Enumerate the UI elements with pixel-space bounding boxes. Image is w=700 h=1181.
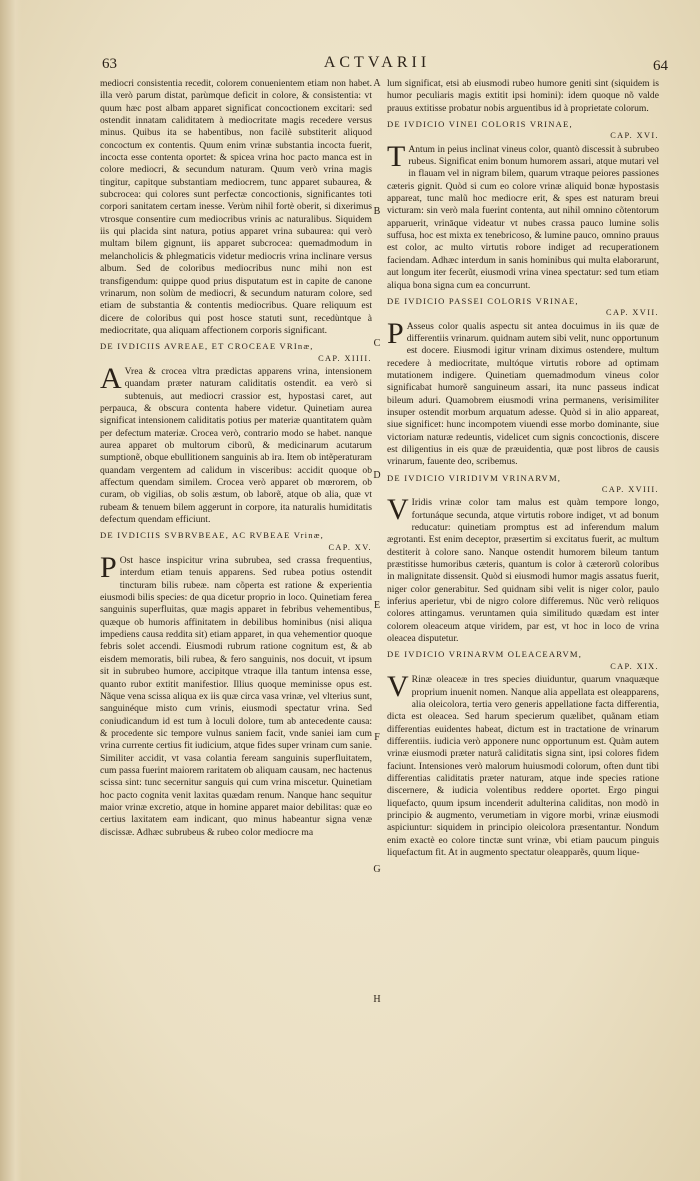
margin-letter-d: D [373, 470, 381, 481]
chapter-19-text: Rinæ oleaceæ in tres species diuiduntur, quarum vnaquæque proprium inuenit nomen. Nanque alia appellata est oleapparens, alia oleicolora, tertia vero generis appellatione facta differentia, dicta est oleacea. Sed harum specierum quælibet, quãnam etiam differentias euidentes habeat, dictum est in tractatione de vrinarum differentiis. iudicia verò apponere nunc opportunum est. Quàm autem vrinæ eiusmodi præter naturã caliditatis signa sint, ipsi colores fidem faciunt. Intensiones verò malorum huiusmodi colorum, often dunt tibi differentias caliditatis præter naturam, atque inde species ratione discernere, & iudicia volentibus reddere oportet. Ergo pingui liquefacto, quum ipsum incenderit adulterina caliditas, non modò in principio & augmento, verumetiam in vigore morbi, vrinæ eiusmodi aspiciuntur: siquidem in principio oleicolora præsentantur. Nondum enim exactè eo colore tinctæ sunt vrinæ, vbi etiam paucum pinguis liquefactum fit. At in augmento spectatur oleapparẽs, quum lique- [387, 674, 659, 858]
margin-letter-h: H [373, 994, 381, 1005]
drop-cap: T [387, 139, 406, 173]
chapter-16-text: Antum in peius inclinat vineus color, quantò discessit à subrubeo rubeus. Significat enim bonum humorem assari, atque mutari vel in flauam vel in nigram bilem, quarum vtraque peiores passiones cæteris gignit. Quòd si cum eo colore vrinæ aliquid bonæ hypostasis appareat, tunc malũ hoc mediocre erit, & spes est naturam breui victuram: sin verò mala fuerint contenta, aut nihil omnino cõtentorum apparuerit, vrināque videatur vt nubes crassa pauco lumine solis suffusa, hoc est mixta ex tenebricoso, & lumine pauco, omnino prauus est color, ac multo virtutis robore indiget ad recuperationem faciendam. Adhæc interdum in sanis hominibus qui multa elaborarunt, aut longum iter fecerũt, eiusmodi vrina vinea spectatur: sed tum etiam aliqua bona signa cum ea concurrunt. [387, 143, 659, 291]
chapter-title-19: DE IVDICIO VRINARVM OLEACEARVM, [387, 649, 583, 660]
drop-cap: V [387, 493, 409, 527]
margin-letter-e: E [373, 600, 381, 611]
left-intro-paragraph: mediocri consistentia recedit, colorem conuenientem etiam non habet. illa verò parum distat, parùmque deficit in colore, & consistentia: vt quum hæc post albam apparet significat concoctionem excitari: sed ostendit innatam caliditatem à mediocritate magis recedere versus minus. Quibus ita se habentibus, non facilè substiterit aliquod concoctum ex contentis. Quum enim vrinæ substantia incocta fuerit, incocta esse contenta oportet: & spicea vrina hoc pacto manca est in colore mediocri, & secundum naturam. Quum verò vrina magis tingitur, capitque substantiam mediocrem, tunc apparet subaurea, & subcrocea: qui colores sunt perfectæ concoctionis, significantes toti corpori sanitatem certam inesse. Verùm nihil fortè oberit, si dixerimus vtrosque consentire cum mediocribus vrinis ac naturalibus. Siquidem iis qui placida sint natura, potius apparet vrina subaurea: qui verò multam bilem gignunt, iis apparet subcrocea: quemadmodum in melancholicis & phlegmaticis videtur mediocris vrina inclinare versus album. Sed de coloribus mediocribus nunc mihi non est transfigendum: quippe quod prius disputatum est in capite de canone vrinarum, non solùm de mediocri, & secundum naturam colore, sed etiam de substantia & contentis mediocribus. Quare reliquum est dicere de coloribus qui post hosce statuti sunt, recedùntque à mediocritate, qua aliquam affectionem corporis significant. [100, 78, 372, 336]
chapter-17-text: Asseus color qualis aspectu sit antea docuimus in iis quæ de differentiis vrinarum. quidnam autem sibi velit, nunc opportunum est docere. Eiusmodi igitur vrinam diximus ostendere, multum recedere à mediocritate, multóque virtutis robore ad optimam mutationem indigere. Quinetiam quemadmodum vineus color significabat humorẽ sanguineum assari, ita nunc passeus indicat bileum aduri. Quamobrem eiusmodi vrina permanens, verisimiliter insuper ostendit morbum arquatum adesse. Quòd si in alio appareat, siue significet: hunc incompotem viuendi esse morbo dominante, siue victoriam naturæ redeuntis, videlicet cum signis concoctionis, discere est diligentius in eis quæ de præuidentia, quæ post libros de causis vrinarum, fauente deo, scribemus. [387, 320, 659, 468]
drop-cap: V [387, 670, 409, 704]
right-intro-paragraph: lum significat, etsi ab eiusmodi rubeo humore geniti sint (siquidem is humor peculiaris magis extitit ipsi homini): idem quoque nõ valde prauus extitisse probatur nobis arguentibus id à proprietate colorum. [387, 78, 659, 114]
chapter-number-16: CAP. XVI. [610, 131, 659, 141]
drop-cap: P [387, 316, 404, 350]
chapter-18-text: Iridis vrinæ color tam malus est quàm tempore longo, fortunáque secunda, atque virtutis robore indiget, vt ad bonum reducatur: quinetiam promptus est ad inferendum malum ægrotanti. Est enim deceptor, præsertim si excitatus fuerit, ac multum destiterit à colore sano. Nanque ostendit humorem bileum tantum præstitisse humoribus cæteris, quantum is color à cæterorũ coloribus in malignitate dissensit. Quòd si eiusmodi humor magis assatus fuerit, niger color generabitur. Sed quidnam sibi velit is niger color, paulo inferius aperietur, vbi de nigro colore differemus. Nũc verò reliquos colores attingamus. veruntamen quia similitudo quædam est inter colorem oleaceum atque viridem, par est, vt hoc in loco de vrina oleacea disputetur. [387, 497, 659, 645]
chapter-14-paragraph [100, 361, 372, 526]
chapter-17-paragraph [387, 316, 659, 469]
page-number-left: 63 [102, 56, 117, 72]
chapter-title-17: DE IVDICIO PASSEI COLORIS VRINAE, [387, 295, 579, 306]
page-header [92, 52, 668, 74]
page-number-right: 64 [653, 58, 668, 74]
margin-letter-a: A [373, 78, 381, 89]
running-head: ACTVARII [323, 54, 431, 71]
margin-letter-f: F [374, 732, 380, 743]
chapter-number-14: CAP. XIIII. [318, 353, 372, 363]
margin-letter-g: G [373, 864, 381, 875]
chapter-title-18: DE IVDICIO VIRIDIVM VRINARVM, [387, 472, 562, 483]
chapter-19-paragraph [387, 670, 659, 859]
chapter-title-15: DE IVDICIIS SVBRVBEAE, AC RVBEAE Vrinæ, [100, 530, 325, 541]
chapter-15-paragraph [100, 551, 372, 839]
chapter-15-text: Ost hasce inspicitur vrina subrubea, sed crassa frequentius, interdum etiam tenuis apparens. Sed rubea potius ostendit tincturam bilis rubeæ. nam cõperta est ratione & experientia eiusmodi bilis species: de qua dicetur proprio in loco. Quinetiam ferea sanguinis superfluitas, quæ magis apparet in febribus vehementibus, quæque ob humoris affinitatem in debilibus hominibus (nisi aliqua impediens causa reddita sit) etiam apparet, in qua vehementior quoque febris solet accendi. Eiusmodi rubrum ratione cognitum est, & ab eisdem memoratis, bili rubea, & fero sanguinis, nos docuit, vt ipsum sit in subrubeo humore, accipitque vtraque illa tantum intensa esse, quanto rubor extitit manifestior. Illius quoque meminisse opus est. Nãque vena scissa aliqua ex iis quæ circa vasa vrinæ, vel vlterius sunt, sanguinéque misto cum vrinis, eiusmodi spectatur vrina. Sed coniudicandum id est tum à loculi dolore, tum ab antecedente causa: & procedente sic tempore vulnus saniem facit, vnde saniei iam cum vrina currente certius fit iudicium, atque fides super vrinam cum sanie. Similiter accidit, vt vasa colantia feream sanguinis superfluitatem, cum passa fuerint maiorem raritatem ob aliquam causam, nec hactenus scissa sint: tunc secernitur sanguis qui cum vrina miscetur. Quinetiam hoc pacto cognita venit laxitas quædam renum. Nanque hanc sequitur maior vrinæ excretio, atque in homine apparet maior debilitas: quæ eo certius laxitatem eam indicant, quo minus habeantur signa venæ discissæ. Adhæc subrubeus & rubeo color mediocre ma [100, 555, 372, 838]
chapter-number-17: CAP. XVII. [606, 308, 659, 318]
left-column [100, 78, 372, 1138]
drop-cap: P [100, 551, 117, 585]
chapter-14-text: Vrea & crocea vltra prædictas apparens vrina, intensionem quandam præter naturam caliditatis ostendit. ea verò si subtenuis, aut mediocri crassior est, hypostasi caret, aut perpauca, & obscura contenta habere videtur. Quinetiam aurea significat intensionem caliditatis potius per materiæ quantitatem quàm per defectum materiæ. Crocea verò, contrario modo se habet. nanque aurea apparet ob multorum ciborũ, & medicinarum acutarum sumptionẽ, obque ebullitionem sanguinis ab ira. Item ob intẽperaturam quandam vergentem ad calidum in visceribus: accidit quoque ob affectum quendam similem. Crocea verò apparet ob mœrorem, ob curam, ob vigilias, ob solis æstum, ob laborẽ, atque ob alia, quæ vt rubeam & tenuem bilem aggerunt in corpore, ita naturalis humiditatis defectum quendam efficiunt. [100, 365, 372, 526]
chapter-number-15: CAP. XV. [328, 542, 372, 552]
chapter-16-paragraph [387, 139, 659, 292]
chapter-title-16: DE IVDICIO VINEI COLORIS VRINAE, [387, 119, 573, 130]
margin-letter-b: B [373, 206, 381, 217]
drop-cap: A [100, 361, 122, 395]
right-column [387, 78, 659, 1088]
book-gutter [0, 0, 22, 1181]
chapter-18-paragraph [387, 493, 659, 645]
chapter-title-14: DE IVDICIIS AVREAE, ET CROCEAE VRInæ, [100, 341, 314, 352]
chapter-number-18: CAP. XVIII. [601, 485, 659, 494]
margin-letter-c: C [373, 338, 381, 349]
chapter-number-19: CAP. XIX. [610, 661, 659, 671]
